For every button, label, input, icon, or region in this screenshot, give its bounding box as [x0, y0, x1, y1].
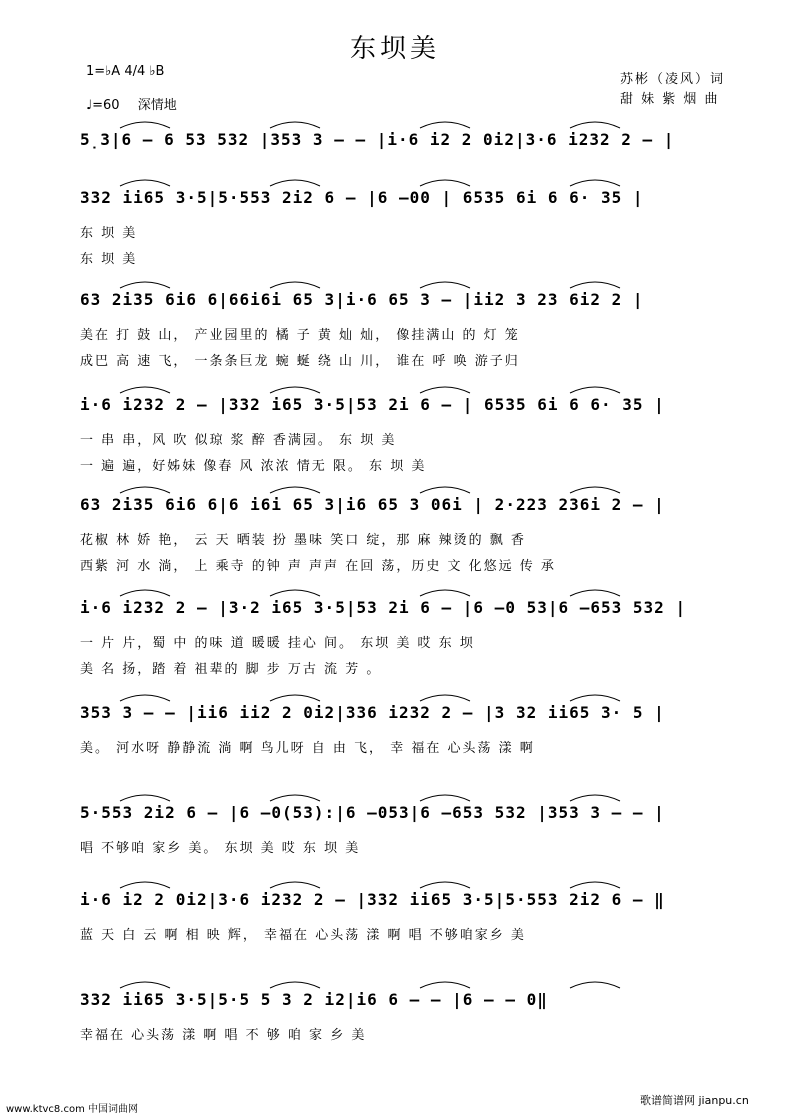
lyric-line: 一 遍 遍，好姊妹 像春 风 浓浓 情无 限。 东 坝 美: [80, 459, 427, 474]
notation-line: 332 ii65 3·5|5·5 5 3 2 i2|i6 6 – – |6 – – 0‖: [80, 990, 548, 1009]
lyric-line: 一 片 片，蜀 中 的味 道 暖暖 挂心 间。 东坝 美 哎 东 坝: [80, 636, 475, 651]
slur-marks: [80, 876, 740, 890]
key-signature: 1=♭A 4/4 ♭B: [86, 64, 165, 79]
notation-line: 5̣3|6 – 6 53 532 |353 3 – – |i·6 i2 2 0i2|3·6 i232 2 – |: [80, 130, 675, 149]
slur-marks: [80, 174, 740, 188]
lyric-line: 幸福在 心头荡 漾 啊 唱 不 够 咱 家 乡 美: [80, 1028, 367, 1043]
composer: 甜 妹 紫 烟 曲: [620, 92, 720, 107]
slur-marks: [80, 116, 740, 130]
tempo-value: ♩=60: [86, 98, 120, 113]
lyric-line: 美在 打 鼓 山， 产业园里的 橘 子 黄 灿 灿， 像挂满山 的 灯 笼: [80, 328, 520, 343]
lyric-line: 唱 不够咱 家乡 美。 东坝 美 哎 东 坝 美: [80, 841, 361, 856]
slur-marks: [80, 481, 740, 495]
expression-marking: 深情地: [137, 98, 177, 113]
lyric-line: 一 串 串，风 吹 似琼 浆 醉 香满园。 东 坝 美: [80, 433, 397, 448]
notation-line: 353 3 – – |ii6 ii2 2 0i2|336 i232 2 – |3 32 ii65 3· 5 |: [80, 703, 665, 722]
notation-line: i·6 i2 2 0i2|3·6 i232 2 – |332 ii65 3·5|5·553 2i2 6 – ‖: [80, 890, 665, 909]
slur-marks: [80, 789, 740, 803]
lyric-line: 西紫 河 水 淌， 上 乘寺 的钟 声 声声 在回 荡，历史 文 化悠远 传 承: [80, 559, 556, 574]
slur-marks: [80, 689, 740, 703]
lyricist: 苏彬（凌风）词: [620, 72, 726, 87]
lyric-line: 美 名 扬，踏 着 祖辈的 脚 步 万古 流 芳 。: [80, 662, 382, 677]
footer-left-watermark: www.ktvc8.com 中国词曲网: [6, 1104, 139, 1115]
lyric-line: 东 坝 美: [80, 252, 138, 267]
song-title: 东坝美: [349, 34, 440, 64]
tempo-marking: [86, 94, 177, 113]
slur-marks: [80, 976, 740, 990]
lyric-line: 花椒 林 娇 艳， 云 天 晒装 扮 墨味 笑口 绽，那 麻 辣烫的 飘 香: [80, 533, 526, 548]
lyric-line: 美。 河水呀 静静流 淌 啊 鸟儿呀 自 由 飞， 幸 福在 心头荡 漾 啊: [80, 741, 535, 756]
notation-line: 63 2i35 6i6 6|66i6i 65 3|i·6 65 3 – |ii2 3 23 6i2 2 |: [80, 290, 644, 309]
notation-line: 63 2i35 6i6 6|6 i6i 65 3|i6 65 3 06i | 2·223 236i 2 – |: [80, 495, 665, 514]
notation-line: i·6 i232 2 – |3·2 i65 3·5|53 2i 6 – |6 –0 53|6 –653 532 |: [80, 598, 687, 617]
credits: [620, 70, 725, 110]
lyric-line: 东 坝 美: [80, 226, 138, 241]
slur-marks: [80, 381, 740, 395]
notation-line: 332 ii65 3·5|5·553 2i2 6 – |6 –00 | 6535 6i 6 6· 35 |: [80, 188, 644, 207]
slur-marks: [80, 584, 740, 598]
lyric-line: 成巴 高 速 飞， 一条条巨龙 蜿 蜒 绕 山 川， 谁在 呼 唤 游子归: [80, 354, 520, 369]
notation-line: i·6 i232 2 – |332 i65 3·5|53 2i 6 – | 6535 6i 6 6· 35 |: [80, 395, 665, 414]
footer-right-watermark: 歌谱简谱网 jianpu.cn: [640, 1094, 749, 1107]
slur-marks: [80, 276, 740, 290]
lyric-line: 蓝 天 白 云 啊 相 映 辉， 幸福在 心头荡 漾 啊 唱 不够咱家乡 美: [80, 928, 526, 943]
notation-line: 5·553 2i2 6 – |6 –0(53):|6 –053|6 –653 532 |353 3 – – |: [80, 803, 665, 822]
